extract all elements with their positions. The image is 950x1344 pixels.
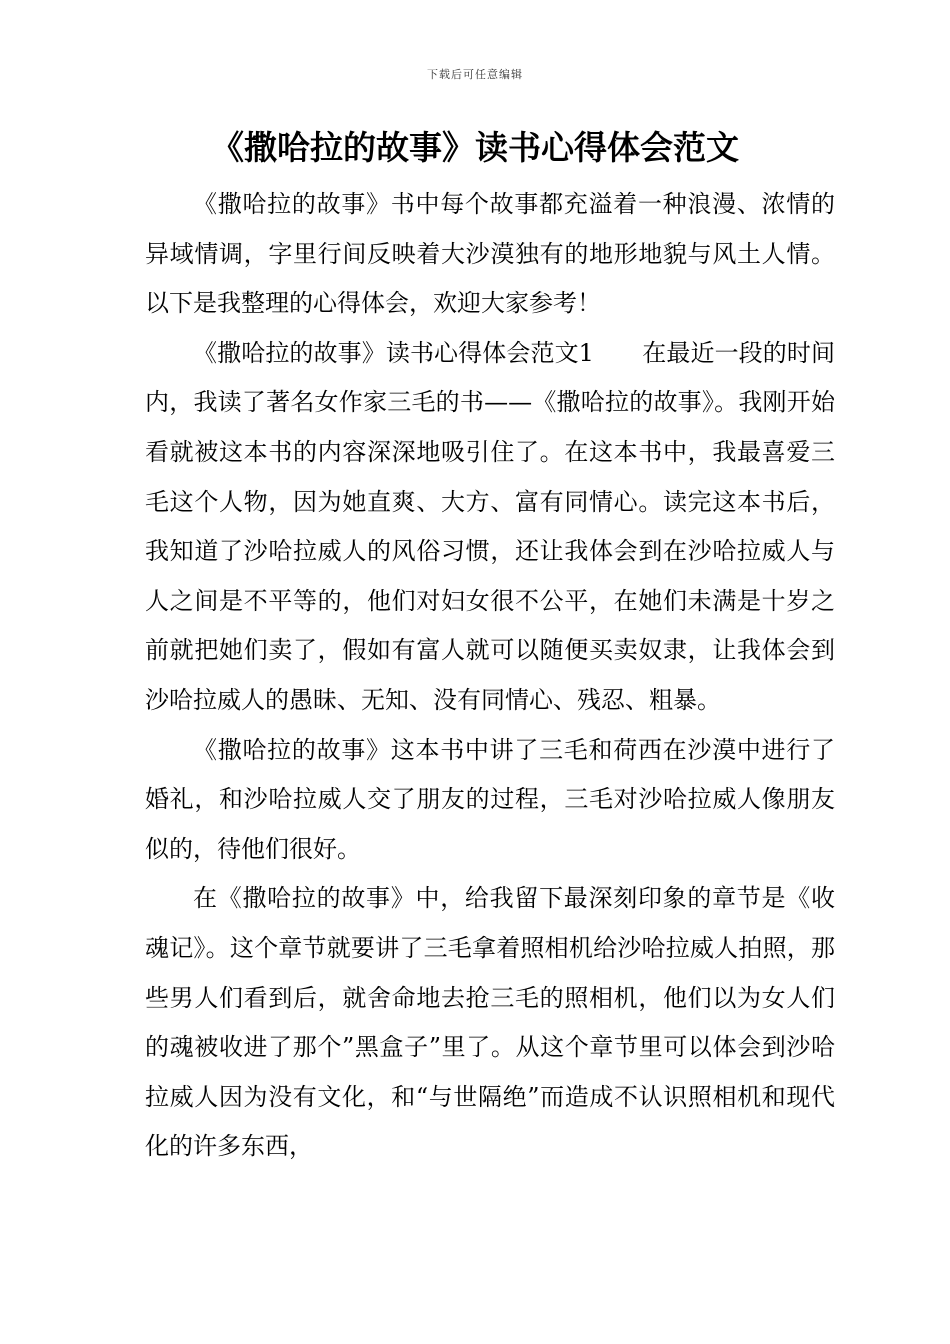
document-body <box>145 180 835 1172</box>
header-note: 下载后可任意编辑 <box>427 68 523 81</box>
paragraph-soul-collecting: 在《撒哈拉的故事》中，给我留下最深刻印象的章节是《收魂记》。这个章节就要讲了三毛拿着照相机给沙哈拉威人拍照，那些男人们看到后，就舍命地去抢三毛的照相机，他们以为女人们的魂被收进了那个”黑盒子”里了。从这个章节里可以体会到沙哈拉威人因为没有文化，和“与世隔绝”而造成不认识照相机和现代化的许多东西， <box>145 884 835 1161</box>
paragraph-essay-1: 《撒哈拉的故事》读书心得体会范文1 在最近一段的时间内，我读了著名女作家三毛的书——《撒哈拉的故事》。我刚开始看就被这本书的内容深深地吸引住了。在这本书中，我最喜爱三毛这个人物，因为她直爽、大方、富有同情心。读完这本书后，我知道了沙哈拉威人的风俗习惯，还让我体会到在沙哈拉威人与人之间是不平等的，他们对妇女很不公平，在她们未满是十岁之前就把她们卖了，假如有富人就可以随便买卖奴隶，让我体会到沙哈拉威人的愚昧、无知、没有同情心、残忍、粗暴。 <box>145 338 835 714</box>
document-title: 《撒哈拉的故事》读书心得体会范文 <box>211 128 739 167</box>
paragraph-wedding: 《撒哈拉的故事》这本书中讲了三毛和荷西在沙漠中进行了婚礼，和沙哈拉威人交了朋友的过程，三毛对沙哈拉威人像朋友似的，待他们很好。 <box>145 735 835 863</box>
paragraph-intro: 《撒哈拉的故事》书中每个故事都充溢着一种浪漫、浓情的异域情调，字里行间反映着大沙漠独有的地形地貌与风土人情。以下是我整理的心得体会，欢迎大家参考！ <box>145 190 835 318</box>
